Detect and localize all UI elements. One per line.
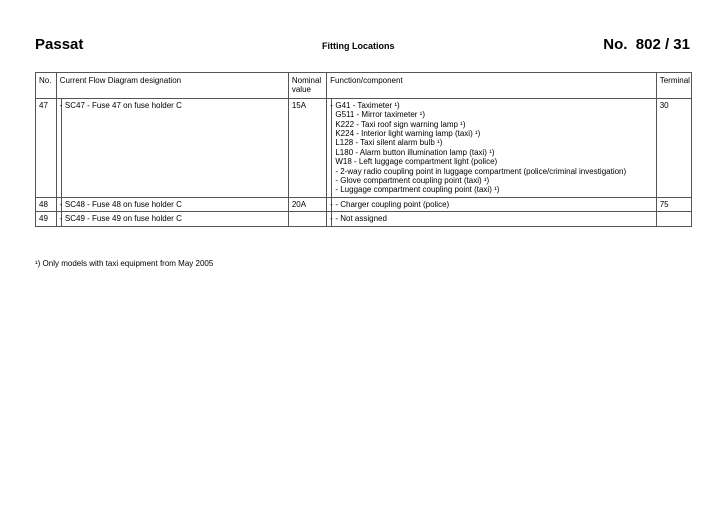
cell-designation: SC49 - Fuse 49 on fuse holder C (61, 212, 288, 226)
function-line: G511 - Mirror taximeter ¹) (335, 110, 425, 120)
cell-nominal-value: 20A (288, 197, 326, 211)
function-line: - Glove compartment coupling point (taxi) ¹) (335, 176, 490, 186)
function-line: K222 - Taxi roof sign warning lamp ¹) (335, 119, 466, 129)
table-row (36, 197, 692, 211)
header-no: No. (36, 73, 57, 99)
cell-separator: - (56, 197, 61, 211)
cell-nominal-value (288, 212, 326, 226)
cell-no: 47 (36, 98, 57, 197)
cell-separator: - (56, 98, 61, 197)
cell-terminal: 30 (656, 98, 691, 197)
cell-no: 49 (36, 212, 57, 226)
cell-no: 48 (36, 197, 57, 211)
cell-designation: SC48 - Fuse 48 on fuse holder C (61, 197, 288, 211)
header-nominal-value: Nominal value (288, 73, 326, 99)
function-line: L128 - Taxi silent alarm bulb ¹) (335, 138, 443, 148)
page-title: Fitting Locations (322, 41, 395, 51)
cell-separator: - (327, 98, 332, 197)
function-line: G41 - Taximeter ¹) (335, 100, 400, 110)
model-name: Passat (35, 36, 84, 53)
cell-function (332, 98, 656, 197)
cell-function (332, 197, 656, 211)
header-terminal: Terminal (656, 73, 691, 99)
function-line: W18 - Left luggage compartment light (police) (335, 157, 498, 167)
cell-separator: - (327, 212, 332, 226)
function-line: - 2-way radio coupling point in luggage compartment (police/criminal investigation) (335, 166, 627, 176)
table-header-row (36, 73, 692, 99)
cell-designation: SC47 - Fuse 47 on fuse holder C (61, 98, 288, 197)
cell-terminal: 75 (656, 197, 691, 211)
function-line: - Luggage compartment coupling point (taxi) ¹) (335, 185, 500, 195)
cell-nominal-value: 15A (288, 98, 326, 197)
fuse-table (35, 72, 692, 227)
cell-function (332, 212, 656, 226)
page-number: No. 802 / 31 (603, 36, 690, 53)
header-designation: Current Flow Diagram designation (56, 73, 288, 99)
table-row (36, 98, 692, 197)
function-line: - Charger coupling point (police) (335, 199, 450, 209)
cell-separator: - (327, 197, 332, 211)
table-row (36, 212, 692, 226)
header-function: Function/component (327, 73, 657, 99)
function-line: K224 - Interior light warning lamp (taxi) ¹) (335, 129, 481, 139)
footnote: ¹) Only models with taxi equipment from May 2005 (35, 259, 214, 268)
function-line: - Not assigned (335, 214, 387, 224)
cell-separator: - (56, 212, 61, 226)
cell-terminal (656, 212, 691, 226)
function-line: L180 - Alarm button illumination lamp (taxi) ¹) (335, 147, 495, 157)
